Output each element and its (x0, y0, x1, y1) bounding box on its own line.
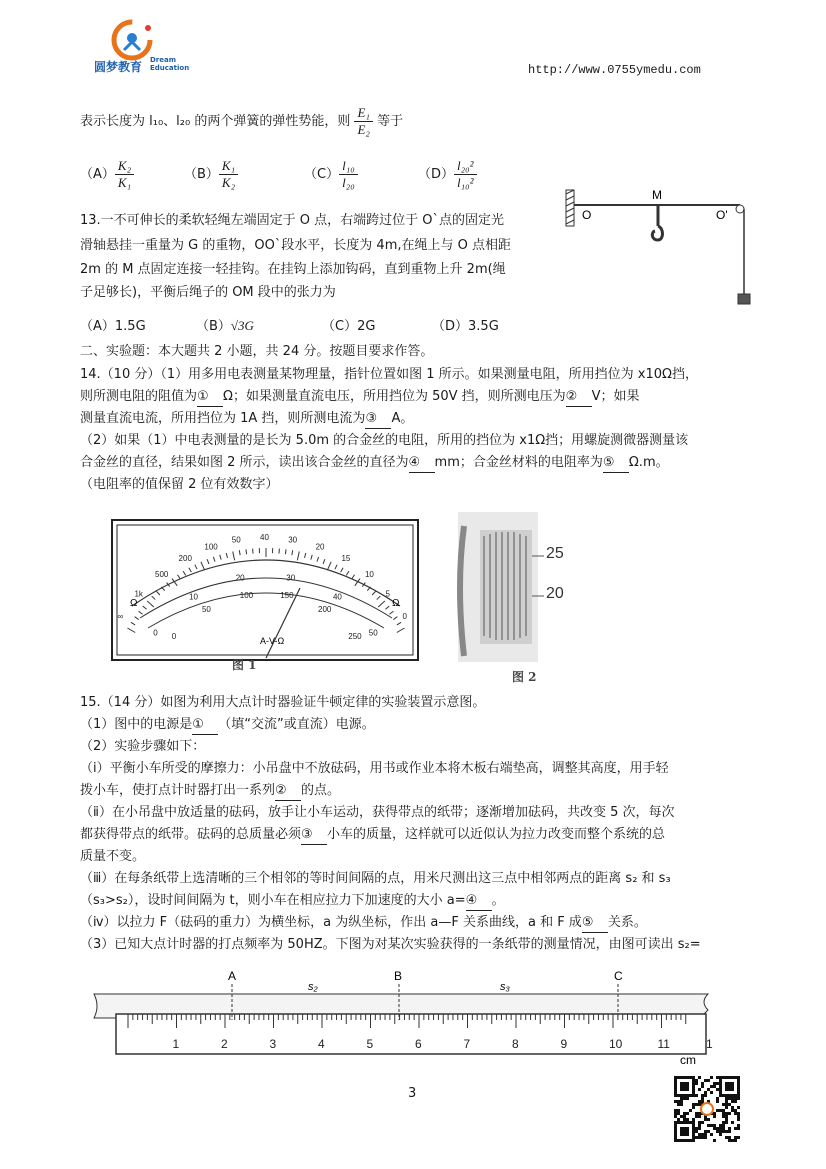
voltage-scale-label: 10 (189, 592, 198, 602)
ohm-scale-label: 10 (364, 569, 374, 579)
q15-line-3: （2）实验步骤如下： (80, 739, 206, 754)
ohm-scale-label: 40 (260, 533, 269, 542)
voltage-scale-label: 20 (235, 573, 245, 583)
point-c: C (614, 969, 623, 983)
ruler-figure (88, 966, 728, 1076)
micrometer-figure (450, 506, 564, 664)
header-url[interactable]: http://www.0755ymedu.com (528, 63, 701, 77)
blank-q15-3[interactable]: ③ (301, 826, 327, 845)
q14-line-5: 合金丝的直径，结果如图 2 所示，读出该合金丝的直径为④ mm；合金丝材料的电阻率为⑤ Ω.m。 (80, 454, 669, 473)
ruler-label: 2 (221, 1037, 228, 1051)
blank-5[interactable]: ⑤ (603, 454, 629, 473)
figure-1-caption: 图 1 (232, 658, 257, 672)
ohm-scale-label: 200 (178, 554, 192, 564)
ohm-scale-label: 100 (204, 542, 218, 552)
voltage-scale-label: 50 (368, 628, 378, 638)
voltage-scale-label-2: 200 (318, 605, 332, 615)
ohm-scale-label: ∞ (117, 611, 124, 621)
blank-1[interactable]: ① (197, 388, 223, 407)
q15-line-11: （ⅳ）以拉力 F（砝码的重力）为横坐标，a 为纵坐标，作出 a—F 关系曲线，a 和 F 成⑤ 关系。 (80, 914, 647, 933)
ruler-label: 9 (560, 1037, 568, 1051)
s3-label: s₃ (500, 981, 510, 993)
sym-left: Ω (130, 598, 138, 609)
unit-cm: cm (680, 1053, 696, 1067)
ruler-label: 10 (609, 1037, 623, 1051)
q14-line-4: （2）如果（1）中电表测量的是长为 5.0m 的合金丝的电阻，所用的挡位为 x1Ω挡；用螺旋测微器测量该 (80, 433, 689, 448)
ohm-scale-label: 50 (231, 535, 241, 545)
q12-fraction: $\frac{\text{E₁}}{\text{E₂}}$ (354, 105, 372, 138)
point-b: B (394, 969, 403, 983)
blank-3[interactable]: ③ (365, 410, 391, 429)
multimeter-figure (110, 518, 422, 678)
ohm-scale-label: 30 (288, 535, 298, 545)
meter-tick (246, 549, 247, 554)
micrometer-20: 20 (546, 585, 564, 602)
q15-line-4: （ⅰ）平衡小车所受的摩擦力：小吊盘中不放砝码，用书或作业本将木板右端垫高，调整其高度，用手轻 (80, 761, 669, 776)
label-o: O (582, 208, 592, 222)
point-a: A (228, 969, 237, 983)
q14-line-2: 则所测电阻的阻值为① Ω；如果测量直流电压，所用挡位为 50V 挡，则所测电压为② V；如果 (80, 388, 640, 407)
q14-line-1: 14.（10 分）（1）用多用电表测量某物理量，指针位置如图 1 所示。如果测量电阻，所用挡位为 x10Ω挡， (80, 367, 698, 382)
meter-model: A-V-Ω (260, 636, 285, 646)
q12-option-b[interactable]: （B） $\frac{\text{K₁}}{\text{K₂}}$ (184, 158, 238, 191)
ohm-scale-label: 20 (315, 542, 325, 552)
q15-line-5: 拨小车，使打点计时器打出一系列② 的点。 (80, 782, 340, 801)
logo-en2: Education (150, 64, 190, 72)
blank-q15-4[interactable]: ④ (466, 892, 492, 911)
q13-option-b[interactable]: （B）√3G (196, 318, 254, 334)
voltage-scale-label-2: 150 (280, 590, 294, 600)
q13-option-a[interactable]: （A）1.5G (80, 319, 146, 334)
q15-line-7: 都获得带点的纸带。砝码的总质量必须③ 小车的质量，这样就可以近似认为拉力改变而整个系统的总 (80, 826, 665, 845)
ruler-label: 11 (657, 1037, 670, 1051)
meter-tick (285, 549, 286, 554)
logo-text: 圆梦教育 (94, 60, 143, 74)
q13-line-3: 2m 的 M 点固定连接一轻挂钩。在挂钩上添加钩码，直到重物上升 2m(绳 (80, 262, 506, 277)
figure-2-caption: 图 2 (512, 670, 537, 684)
q13-option-c[interactable]: （C）2G (322, 319, 376, 334)
section-heading: 二、实验题：本大题共 2 小题，共 24 分。按题目要求作答。 (80, 344, 434, 359)
q13-figure (560, 186, 760, 316)
voltage-scale-label-2: 0 (171, 632, 177, 642)
ohm-scale-label: 500 (155, 569, 169, 579)
voltage-scale-label: 40 (332, 592, 342, 602)
s2-label: s₂ (308, 981, 318, 993)
q13-line-4: 子足够长)，平衡后绳子的 OM 段中的张力为 (80, 285, 336, 300)
label-m: M (652, 188, 662, 202)
ruler-label: 1 (706, 1037, 713, 1051)
blank-4[interactable]: ④ (409, 454, 435, 473)
q13-option-d[interactable]: （D）3.5G (432, 319, 499, 334)
ruler-label: 8 (512, 1037, 519, 1051)
blank-2[interactable]: ② (566, 388, 592, 407)
blank-q15-1[interactable]: ① (192, 716, 218, 735)
label-o-prime: O' (716, 208, 728, 222)
sym-right: Ω (392, 598, 400, 609)
micrometer-25: 25 (546, 545, 564, 562)
q15-line-10: （s₃>s₂），设时间间隔为 t，则小车在相应拉力下加速度的大小 a=④ 。 (80, 892, 505, 911)
ruler-label: 3 (269, 1037, 277, 1051)
q15-line-12: （3）已知大点计时器的打点频率为 50HZ。下图为对某次实验获得的一条纸带的测量情况，由图可读出 s₂= (80, 937, 701, 952)
logo-en1: Dream (150, 56, 177, 64)
voltage-scale-label-2: 100 (239, 590, 254, 600)
q14-line-3: 测量直流电流，所用挡位为 1A 挡，则所测电流为③ A。 (80, 410, 413, 429)
q13-line-1: 13.一不可伸长的柔软轻绳左端固定于 O 点，右端跨过位于 O`点的固定光 (80, 213, 505, 228)
ruler-label: 6 (415, 1037, 422, 1051)
q15-line-6: （ⅱ）在小吊盘中放适量的砝码，放手让小车运动，获得带点的纸带；逐渐增加砝码，共改变 5 次，每次 (80, 805, 675, 820)
q12-option-a[interactable]: （A） $\frac{\text{K₂}}{\text{K₁}}$ (80, 158, 134, 191)
voltage-scale-label-2: 50 (201, 605, 211, 615)
ruler-label: 7 (463, 1037, 471, 1051)
ohm-scale-label: 15 (341, 554, 351, 564)
q13-line-2: 滑轴悬挂一重量为 G 的重物，OO`段水平，长度为 4m,在绳上与 O 点相距 (80, 238, 511, 253)
q14-line-6: （电阻率的值保留 2 位有效数字） (80, 477, 279, 492)
q15-line-1: 15.（14 分）如图为利用大点计时器验证牛顿定律的实验装置示意图。 (80, 695, 486, 710)
ruler-label: 4 (318, 1037, 325, 1051)
ruler-label: 5 (366, 1037, 374, 1051)
qr-code-icon[interactable] (674, 1076, 740, 1142)
ohm-scale-label: 0 (402, 611, 407, 621)
q12-stem: 表示长度为 l₁₀、l₂₀ 的两个弹簧的弹性势能，则 $\frac{\text{E₁}}{\text{E₂}}$ 等于 (80, 105, 404, 137)
ohm-scale-label: 1k (134, 589, 143, 599)
blank-q15-5[interactable]: ⑤ (582, 914, 608, 933)
voltage-scale-label: 30 (286, 573, 296, 583)
ruler-label: 1 (172, 1037, 180, 1051)
page-number: 3 (408, 1086, 417, 1101)
ohm-scale-label: 5 (385, 589, 390, 599)
voltage-scale-label-2: 250 (348, 632, 362, 642)
q12-option-d[interactable]: （D） $\frac{\text{l₂₀²}}{\text{l₁₀²}}$ (418, 158, 477, 191)
blank-q15-2[interactable]: ② (275, 782, 301, 801)
q15-line-9: （ⅲ）在每条纸带上选清晰的三个相邻的等时间间隔的点，用米尺测出这三点中相邻两点的距离 s₂ 和 s₃ (80, 871, 671, 886)
q15-line-8: 质量不变。 (80, 849, 146, 864)
voltage-scale-label: 0 (153, 628, 158, 638)
q15-line-2: （1）图中的电源是① （填“交流”或直流）电源。 (80, 716, 375, 735)
logo (92, 10, 202, 74)
q12-option-c[interactable]: （C） $\frac{\text{l₁₀}}{\text{l₂₀}}$ (304, 158, 358, 191)
